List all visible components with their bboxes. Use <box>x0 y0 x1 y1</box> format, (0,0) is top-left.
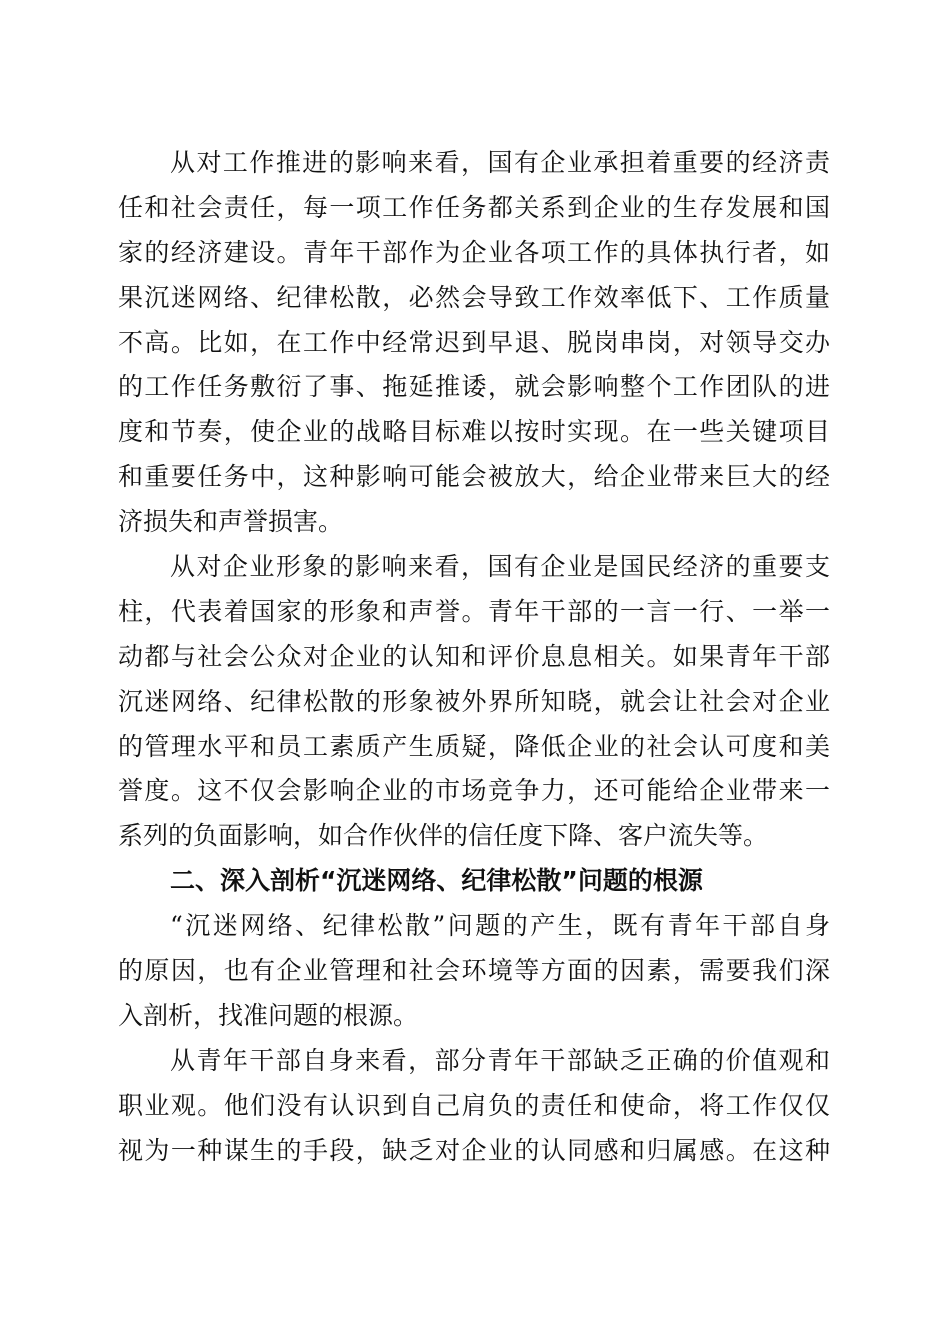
paragraph-line: 的管理水平和员工素质产生质疑，降低企业的社会认可度和美 <box>118 731 830 761</box>
document-body <box>118 141 830 1173</box>
paragraph-line: 动都与社会公众对企业的认知和评价息息相关。如果青年干部 <box>118 641 830 671</box>
paragraph-line: 誉度。这不仅会影响企业的市场竞争力，还可能给企业带来一 <box>118 776 830 806</box>
paragraph-line: 视为一种谋生的手段，缺乏对企业的认同感和归属感。在这种 <box>118 1135 830 1165</box>
paragraph-line: 沉迷网络、纪律松散的形象被外界所知晓，就会让社会对企业 <box>118 686 830 716</box>
paragraph-line: 柱，代表着国家的形象和声誉。青年干部的一言一行、一举一 <box>118 596 830 626</box>
paragraph-line: 果沉迷网络、纪律松散，必然会导致工作效率低下、工作质量 <box>118 282 830 312</box>
paragraph-line: 的原因，也有企业管理和社会环境等方面的因素，需要我们深 <box>118 956 830 986</box>
paragraph-line: 入剖析，找准问题的根源。 <box>118 1000 419 1030</box>
paragraph-line: 从对企业形象的影响来看，国有企业是国民经济的重要支 <box>170 552 830 582</box>
paragraph-line: 的工作任务敷衍了事、拖延推诿，就会影响整个工作团队的进 <box>118 372 830 402</box>
section-heading: 二、深入剖析“沉迷网络、纪律松散”问题的根源 <box>170 866 703 896</box>
paragraph-line: 家的经济建设。青年干部作为企业各项工作的具体执行者，如 <box>118 237 830 267</box>
paragraph-line: 从对工作推进的影响来看，国有企业承担着重要的经济责 <box>170 148 830 177</box>
paragraph-line: 济损失和声誉损害。 <box>118 507 344 537</box>
paragraph-line: 职业观。他们没有认识到自己肩负的责任和使命，将工作仅仅 <box>118 1090 830 1120</box>
paragraph-line: 系列的负面影响，如合作伙伴的信任度下降、客户流失等。 <box>118 821 769 851</box>
paragraph-line: 度和节奏，使企业的战略目标难以按时实现。在一些关键项目 <box>118 417 830 447</box>
paragraph-line: 不高。比如，在工作中经常迟到早退、脱岗串岗，对领导交办 <box>118 327 830 357</box>
paragraph-line: “沉迷网络、纪律松散”问题的产生，既有青年干部自身 <box>170 911 830 941</box>
paragraph-line: 从青年干部自身来看，部分青年干部缺乏正确的价值观和 <box>170 1045 830 1075</box>
paragraph-line: 和重要任务中，这种影响可能会被放大，给企业带来巨大的经 <box>118 462 830 492</box>
paragraph-line: 任和社会责任，每一项工作任务都关系到企业的生存发展和国 <box>118 192 830 222</box>
